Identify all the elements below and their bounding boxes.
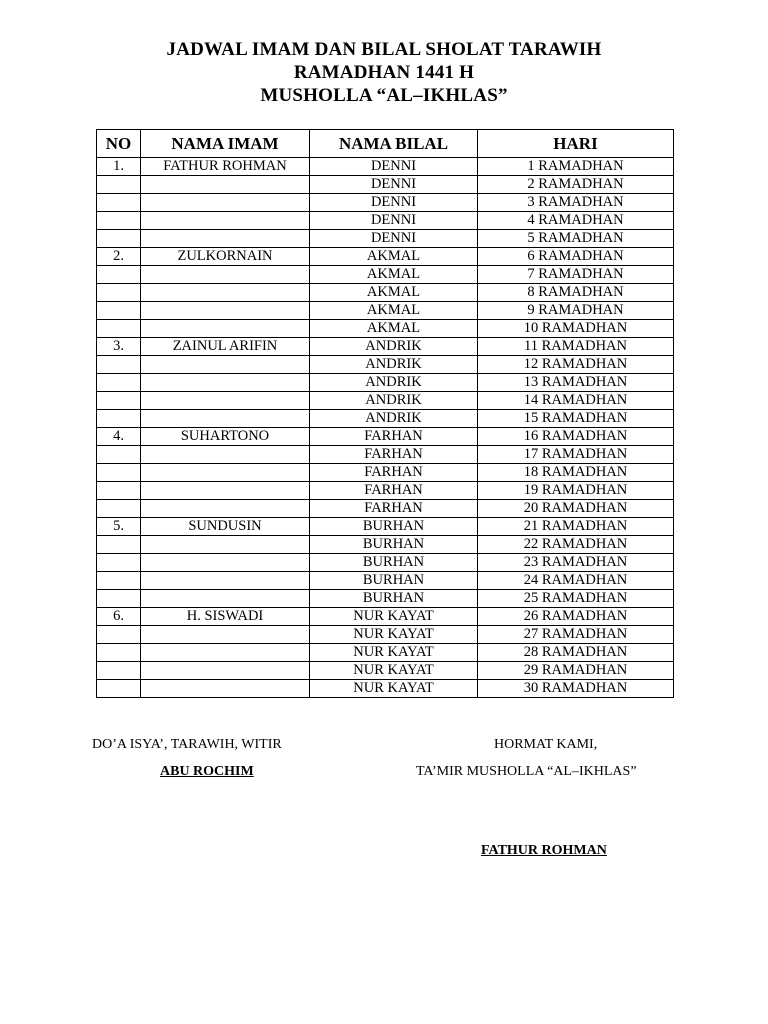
cell-no	[97, 482, 141, 500]
cell-hari: 4 RAMADHAN	[478, 212, 674, 230]
cell-bilal: FARHAN	[310, 428, 478, 446]
cell-no	[97, 464, 141, 482]
cell-hari: 17 RAMADHAN	[478, 446, 674, 464]
cell-no	[97, 212, 141, 230]
cell-no	[97, 194, 141, 212]
cell-no	[97, 626, 141, 644]
cell-bilal: AKMAL	[310, 302, 478, 320]
table-row	[97, 248, 674, 266]
cell-imam	[141, 590, 310, 608]
cell-no	[97, 572, 141, 590]
cell-imam	[141, 212, 310, 230]
cell-hari: 13 RAMADHAN	[478, 374, 674, 392]
cell-bilal: FARHAN	[310, 446, 478, 464]
cell-imam: ZAINUL ARIFIN	[141, 338, 310, 356]
cell-bilal: FARHAN	[310, 500, 478, 518]
cell-hari: 12 RAMADHAN	[478, 356, 674, 374]
table-row	[97, 680, 674, 698]
table-row	[97, 608, 674, 626]
cell-bilal: ANDRIK	[310, 356, 478, 374]
cell-imam: ZULKORNAIN	[141, 248, 310, 266]
cell-hari: 20 RAMADHAN	[478, 500, 674, 518]
cell-no	[97, 392, 141, 410]
table-row	[97, 212, 674, 230]
cell-imam	[141, 410, 310, 428]
table-row	[97, 626, 674, 644]
table-row	[97, 464, 674, 482]
table-row	[97, 500, 674, 518]
cell-imam	[141, 266, 310, 284]
title-line-3: MUSHOLLA “AL–IKHLAS”	[260, 85, 508, 106]
schedule-table	[96, 129, 674, 698]
cell-hari: 18 RAMADHAN	[478, 464, 674, 482]
cell-imam: SUNDUSIN	[141, 518, 310, 536]
cell-imam	[141, 644, 310, 662]
cell-hari: 7 RAMADHAN	[478, 266, 674, 284]
cell-bilal: NUR KAYAT	[310, 662, 478, 680]
cell-bilal: AKMAL	[310, 248, 478, 266]
cell-hari: 3 RAMADHAN	[478, 194, 674, 212]
table-row	[97, 374, 674, 392]
cell-no: 6.	[97, 608, 141, 626]
cell-imam	[141, 320, 310, 338]
cell-imam	[141, 374, 310, 392]
cell-bilal: DENNI	[310, 212, 478, 230]
doa-label: DO’A ISYA’, TARAWIH, WITIR	[92, 737, 282, 752]
cell-no	[97, 644, 141, 662]
table-row	[97, 644, 674, 662]
cell-no: 2.	[97, 248, 141, 266]
cell-hari: 14 RAMADHAN	[478, 392, 674, 410]
cell-no: 5.	[97, 518, 141, 536]
cell-bilal: NUR KAYAT	[310, 644, 478, 662]
table-row	[97, 320, 674, 338]
cell-bilal: ANDRIK	[310, 410, 478, 428]
cell-bilal: AKMAL	[310, 266, 478, 284]
table-row	[97, 446, 674, 464]
cell-no	[97, 284, 141, 302]
cell-bilal: NUR KAYAT	[310, 626, 478, 644]
cell-imam	[141, 500, 310, 518]
cell-bilal: ANDRIK	[310, 392, 478, 410]
cell-imam: SUHARTONO	[141, 428, 310, 446]
cell-imam	[141, 446, 310, 464]
table-row	[97, 194, 674, 212]
cell-hari: 22 RAMADHAN	[478, 536, 674, 554]
cell-imam	[141, 626, 310, 644]
cell-no	[97, 662, 141, 680]
table-row	[97, 554, 674, 572]
cell-bilal: AKMAL	[310, 320, 478, 338]
cell-hari: 9 RAMADHAN	[478, 302, 674, 320]
table-header-row	[97, 130, 674, 158]
cell-imam	[141, 554, 310, 572]
cell-hari: 26 RAMADHAN	[478, 608, 674, 626]
cell-hari: 15 RAMADHAN	[478, 410, 674, 428]
cell-no	[97, 590, 141, 608]
column-header-no: NO	[97, 130, 141, 158]
cell-bilal: AKMAL	[310, 284, 478, 302]
cell-bilal: DENNI	[310, 158, 478, 176]
document-title	[0, 38, 768, 107]
cell-imam	[141, 176, 310, 194]
cell-bilal: BURHAN	[310, 536, 478, 554]
cell-imam	[141, 284, 310, 302]
table-row	[97, 572, 674, 590]
cell-no	[97, 500, 141, 518]
cell-imam	[141, 572, 310, 590]
cell-hari: 23 RAMADHAN	[478, 554, 674, 572]
cell-imam: FATHUR ROHMAN	[141, 158, 310, 176]
cell-bilal: BURHAN	[310, 554, 478, 572]
table-row	[97, 410, 674, 428]
cell-bilal: NUR KAYAT	[310, 680, 478, 698]
cell-hari: 25 RAMADHAN	[478, 590, 674, 608]
cell-bilal: DENNI	[310, 176, 478, 194]
cell-no: 1.	[97, 158, 141, 176]
cell-no	[97, 356, 141, 374]
cell-hari: 2 RAMADHAN	[478, 176, 674, 194]
cell-bilal: NUR KAYAT	[310, 608, 478, 626]
table-row	[97, 338, 674, 356]
cell-bilal: ANDRIK	[310, 338, 478, 356]
cell-hari: 28 RAMADHAN	[478, 644, 674, 662]
schedule-body	[97, 158, 674, 698]
cell-hari: 1 RAMADHAN	[478, 158, 674, 176]
cell-hari: 16 RAMADHAN	[478, 428, 674, 446]
cell-hari: 29 RAMADHAN	[478, 662, 674, 680]
cell-no	[97, 320, 141, 338]
cell-hari: 11 RAMADHAN	[478, 338, 674, 356]
cell-no	[97, 554, 141, 572]
cell-bilal: BURHAN	[310, 518, 478, 536]
title-line-2: RAMADHAN 1441 H	[293, 62, 475, 83]
cell-bilal: DENNI	[310, 230, 478, 248]
cell-no	[97, 230, 141, 248]
cell-hari: 21 RAMADHAN	[478, 518, 674, 536]
cell-no	[97, 680, 141, 698]
title-line-1: JADWAL IMAM DAN BILAL SHOLAT TARAWIH	[166, 39, 602, 60]
cell-no: 3.	[97, 338, 141, 356]
cell-hari: 6 RAMADHAN	[478, 248, 674, 266]
cell-no	[97, 266, 141, 284]
cell-hari: 10 RAMADHAN	[478, 320, 674, 338]
table-row	[97, 536, 674, 554]
cell-no: 4.	[97, 428, 141, 446]
signatory-name: FATHUR ROHMAN	[481, 843, 607, 858]
cell-hari: 24 RAMADHAN	[478, 572, 674, 590]
cell-bilal: DENNI	[310, 194, 478, 212]
table-row	[97, 158, 674, 176]
cell-bilal: FARHAN	[310, 482, 478, 500]
cell-hari: 27 RAMADHAN	[478, 626, 674, 644]
table-row	[97, 230, 674, 248]
cell-bilal: BURHAN	[310, 572, 478, 590]
cell-imam: H. SISWADI	[141, 608, 310, 626]
cell-hari: 19 RAMADHAN	[478, 482, 674, 500]
cell-no	[97, 536, 141, 554]
cell-imam	[141, 230, 310, 248]
cell-imam	[141, 194, 310, 212]
cell-imam	[141, 392, 310, 410]
doa-leader-name: ABU ROCHIM	[160, 764, 254, 779]
cell-no	[97, 176, 141, 194]
cell-imam	[141, 662, 310, 680]
column-header-imam: NAMA IMAM	[141, 130, 310, 158]
cell-imam	[141, 302, 310, 320]
organization-name: TA’MIR MUSHOLLA “AL–IKHLAS”	[416, 764, 637, 779]
cell-no	[97, 446, 141, 464]
column-header-hari: HARI	[478, 130, 674, 158]
cell-bilal: ANDRIK	[310, 374, 478, 392]
cell-no	[97, 374, 141, 392]
table-row	[97, 356, 674, 374]
table-row	[97, 590, 674, 608]
cell-hari: 5 RAMADHAN	[478, 230, 674, 248]
cell-no	[97, 302, 141, 320]
cell-imam	[141, 464, 310, 482]
table-row	[97, 392, 674, 410]
cell-imam	[141, 536, 310, 554]
cell-bilal: FARHAN	[310, 464, 478, 482]
table-row	[97, 428, 674, 446]
table-row	[97, 284, 674, 302]
cell-imam	[141, 356, 310, 374]
table-row	[97, 662, 674, 680]
table-row	[97, 482, 674, 500]
closing-greeting: HORMAT KAMI,	[494, 737, 598, 752]
table-row	[97, 518, 674, 536]
column-header-bilal: NAMA BILAL	[310, 130, 478, 158]
table-row	[97, 266, 674, 284]
cell-hari: 30 RAMADHAN	[478, 680, 674, 698]
table-row	[97, 302, 674, 320]
cell-no	[97, 410, 141, 428]
cell-hari: 8 RAMADHAN	[478, 284, 674, 302]
cell-bilal: BURHAN	[310, 590, 478, 608]
table-row	[97, 176, 674, 194]
cell-imam	[141, 680, 310, 698]
cell-imam	[141, 482, 310, 500]
